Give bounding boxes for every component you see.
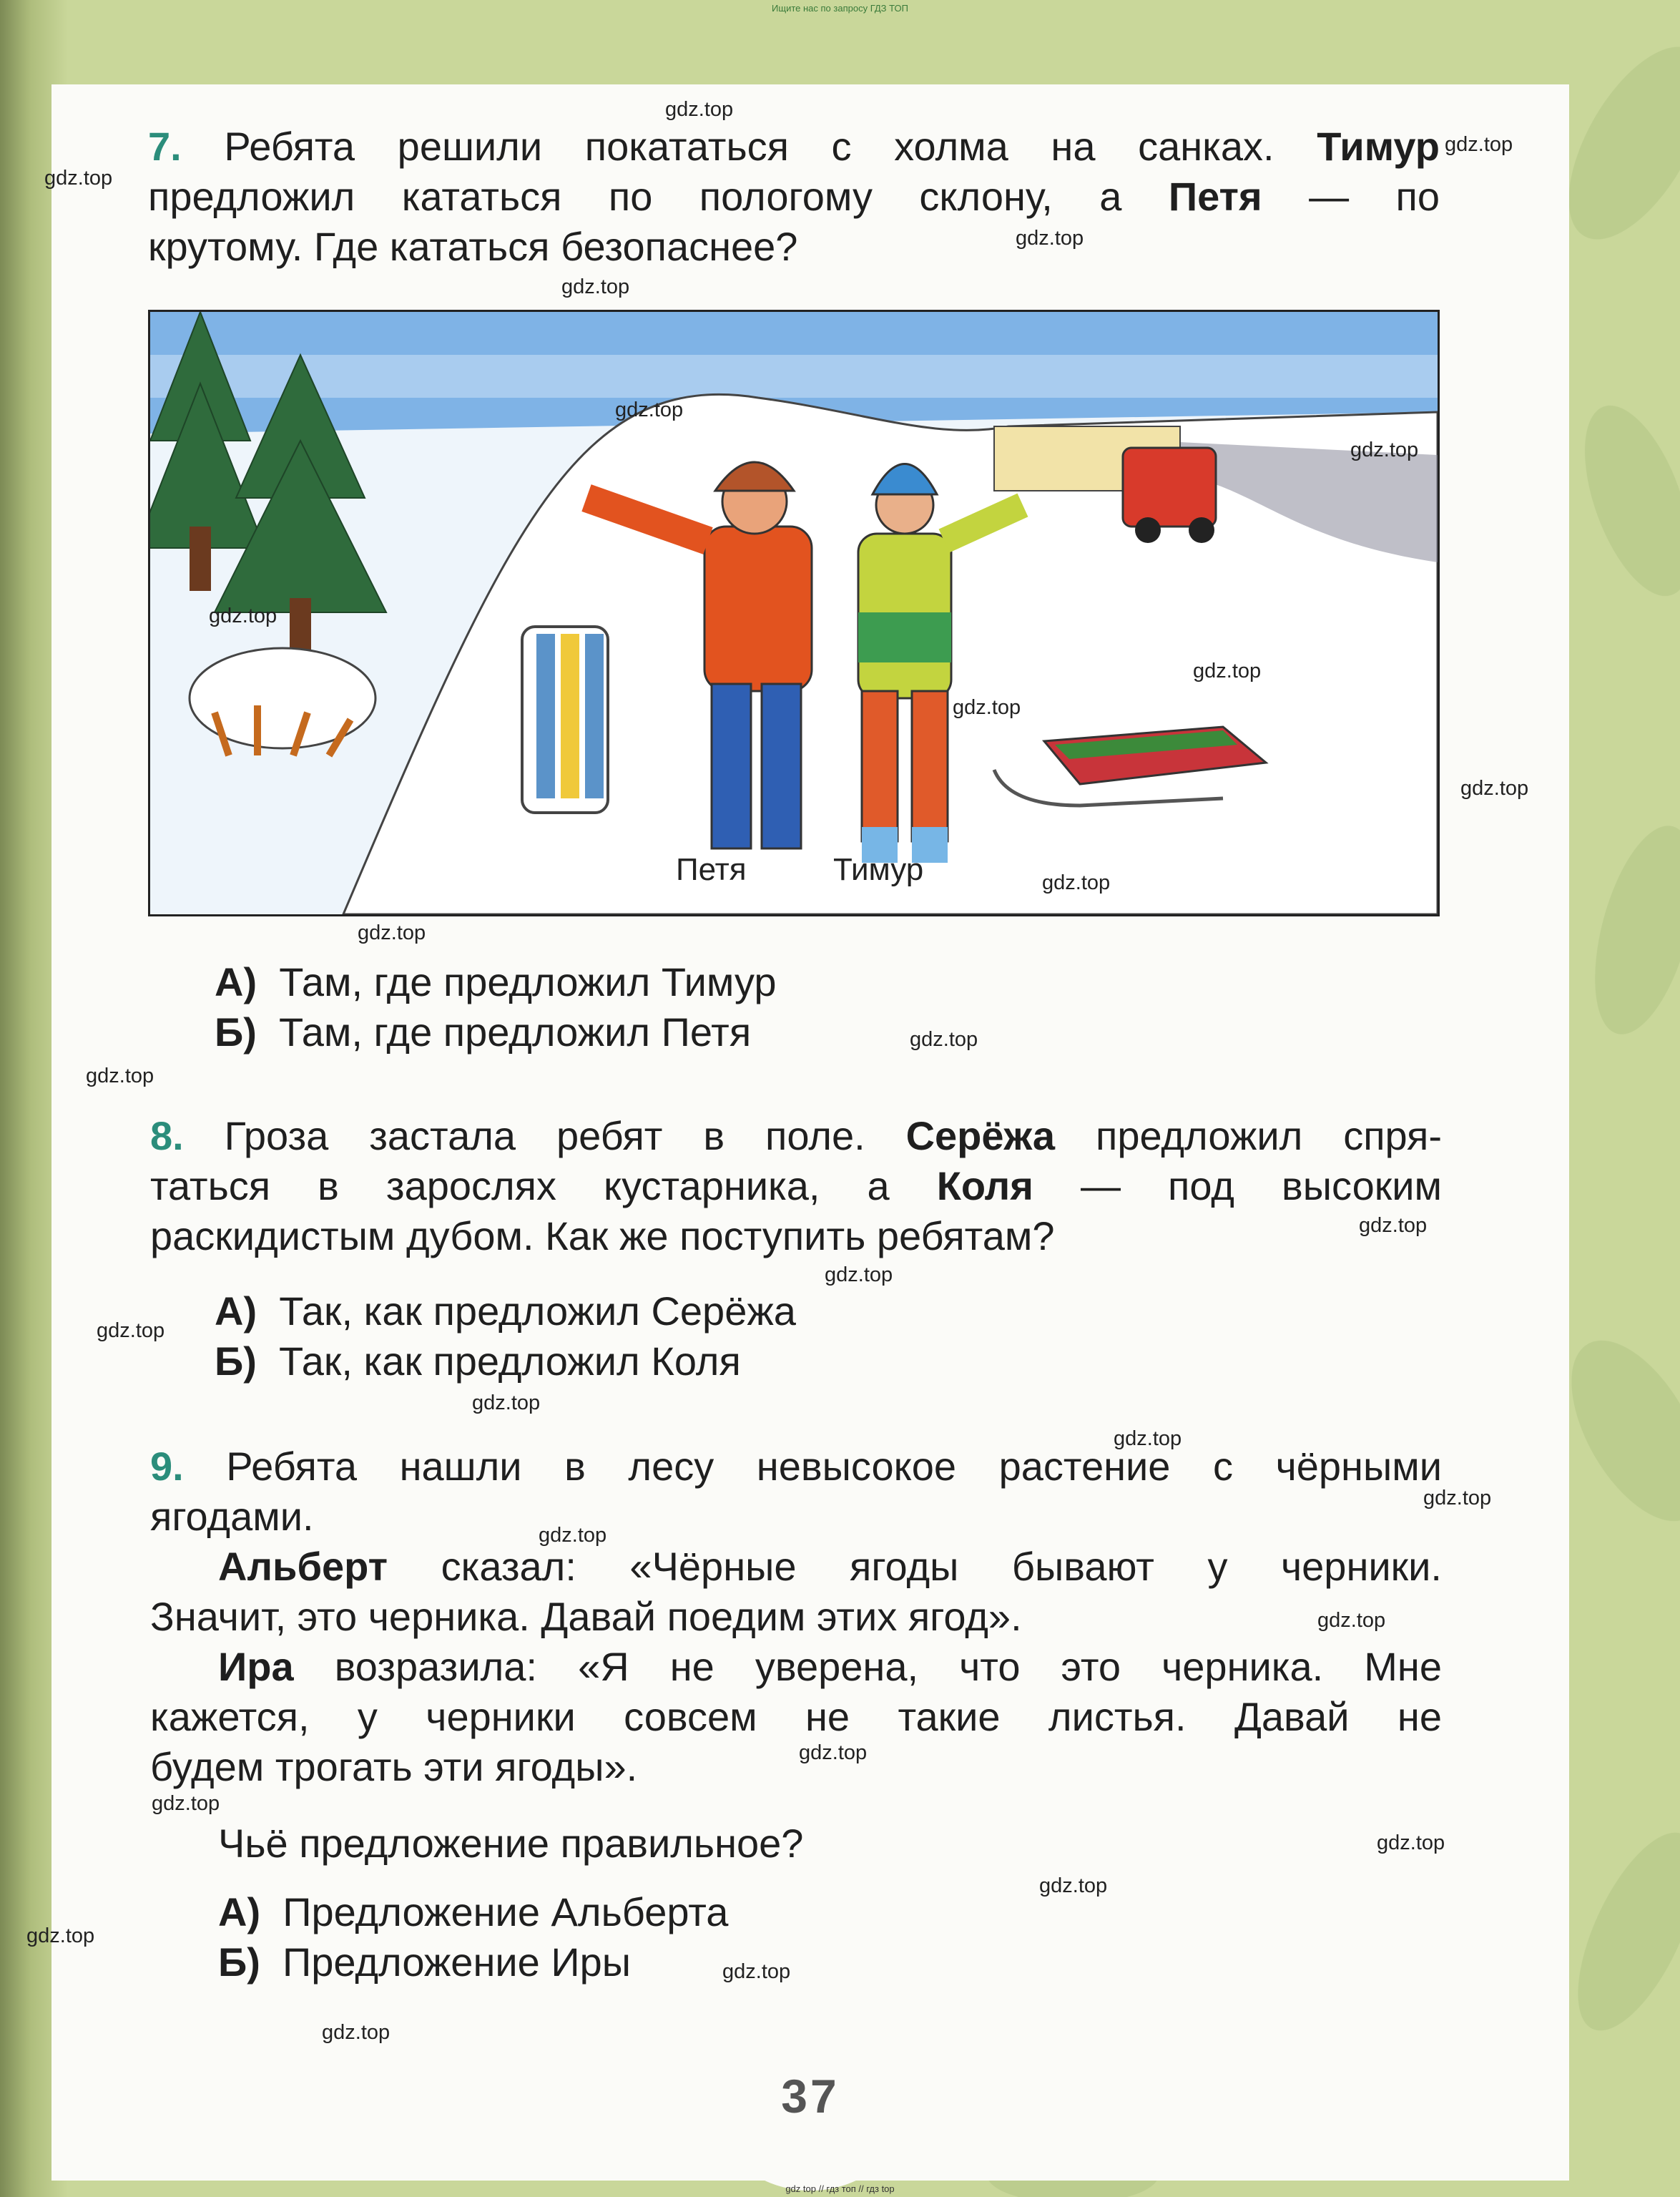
watermark: gdz.top <box>1016 227 1084 250</box>
watermark: gdz.top <box>97 1319 165 1342</box>
watermark: gdz.top <box>910 1028 978 1051</box>
q9-option-b[interactable]: Б) Предложение Иры <box>218 1939 631 1985</box>
q9-line-2: ягодами. <box>150 1494 314 1539</box>
q9-name-ira: Ира <box>218 1644 294 1689</box>
page-number: 37 <box>781 2070 840 2123</box>
q9-option-a[interactable]: А) Предложение Альберта <box>218 1889 729 1934</box>
q8-line-1: 8. Гроза застала ребят в поле. Серёжа предложил спря- <box>150 1113 1443 1158</box>
header-note: Ищите нас по запросу ГДЗ ТОП <box>772 3 908 14</box>
q9-question: Чьё предложение правильное? <box>218 1821 804 1866</box>
label-petya: Петя <box>676 852 747 887</box>
q7-number: 7. <box>148 124 182 169</box>
q8-number: 8. <box>150 1113 184 1158</box>
q9-line-1: 9. Ребята нашли в лесу невысокое растение с чёрными <box>150 1444 1442 1489</box>
watermark: gdz.top <box>722 1960 791 1983</box>
watermark: gdz.top <box>86 1065 154 1087</box>
label-timur: Тимур <box>833 852 924 887</box>
q7-line-3: крутому. Где кататься безопаснее? <box>148 224 798 269</box>
watermark: gdz.top <box>539 1524 607 1547</box>
q9-albert-line-2: Значит, это черника. Давай поедим этих ягод». <box>150 1594 1022 1639</box>
watermark: gdz.top <box>953 696 1021 719</box>
q7-option-b[interactable]: Б) Там, где предложил Петя <box>215 1009 752 1055</box>
illustration-scene <box>150 312 1438 914</box>
watermark: gdz.top <box>1359 1214 1428 1237</box>
watermark: gdz.top <box>322 2021 390 2044</box>
watermark: gdz.top <box>1460 777 1529 800</box>
watermark: gdz.top <box>561 275 630 298</box>
watermark: gdz.top <box>472 1391 541 1414</box>
watermark: gdz.top <box>1042 871 1111 894</box>
q9-number: 9. <box>150 1444 184 1489</box>
q9-ira-line-2: кажется, у черники совсем не такие листья. Давай не <box>150 1694 1442 1739</box>
q9-ira-line-1: Ира возразила: «Я не уверена, что это черника. Мне <box>218 1644 1442 1689</box>
watermark: gdz.top <box>1193 660 1262 682</box>
watermark: gdz.top <box>799 1741 868 1764</box>
watermark: gdz.top <box>44 167 113 190</box>
q9-ira-line-3: будем трогать эти ягоды». <box>150 1744 638 1789</box>
watermark: gdz.top <box>1423 1487 1492 1509</box>
q7-line-2: предложил кататься по пологому склону, а Петя — по <box>148 174 1440 219</box>
q7-name-timur: Тимур <box>1317 124 1440 169</box>
watermark: gdz.top <box>1114 1427 1182 1450</box>
watermark: gdz.top <box>1039 1874 1108 1897</box>
watermark: gdz.top <box>358 921 426 944</box>
q8-option-b[interactable]: Б) Так, как предложил Коля <box>215 1339 741 1384</box>
q7-option-a[interactable]: А) Там, где предложил Тимур <box>215 959 777 1004</box>
q9-name-albert: Альберт <box>218 1544 388 1589</box>
watermark: gdz.top <box>26 1924 95 1947</box>
watermark: gdz.top <box>209 605 277 627</box>
watermark: gdz.top <box>1317 1609 1386 1632</box>
watermark: gdz.top <box>615 398 684 421</box>
q8-line-2: таться в зарослях кустарника, а Коля — под высоким <box>150 1163 1442 1208</box>
watermark: gdz.top <box>665 98 734 121</box>
winter-sledding-illustration <box>148 310 1440 916</box>
footer-note: gdz top // гдз топ // гдз top <box>785 2183 895 2194</box>
q8-name-kolya: Коля <box>936 1163 1033 1208</box>
watermark: gdz.top <box>1377 1831 1445 1854</box>
q9-albert-line-1: Альберт сказал: «Чёрные ягоды бывают у черники. <box>218 1544 1442 1589</box>
watermark: gdz.top <box>1445 133 1513 156</box>
q8-line-3: раскидистым дубом. Как же поступить ребятам? <box>150 1213 1055 1258</box>
q8-name-seryozha: Серёжа <box>905 1113 1056 1158</box>
watermark: gdz.top <box>825 1263 893 1286</box>
q7-line-1: 7. Ребята решили покататься с холма на санках. Тимур <box>148 124 1440 169</box>
watermark: gdz.top <box>152 1792 220 1815</box>
page-number-badge <box>721 2047 900 2191</box>
watermark: gdz.top <box>1350 439 1419 461</box>
q8-option-a[interactable]: А) Так, как предложил Серёжа <box>215 1288 796 1334</box>
q7-name-petya: Петя <box>1168 174 1262 219</box>
